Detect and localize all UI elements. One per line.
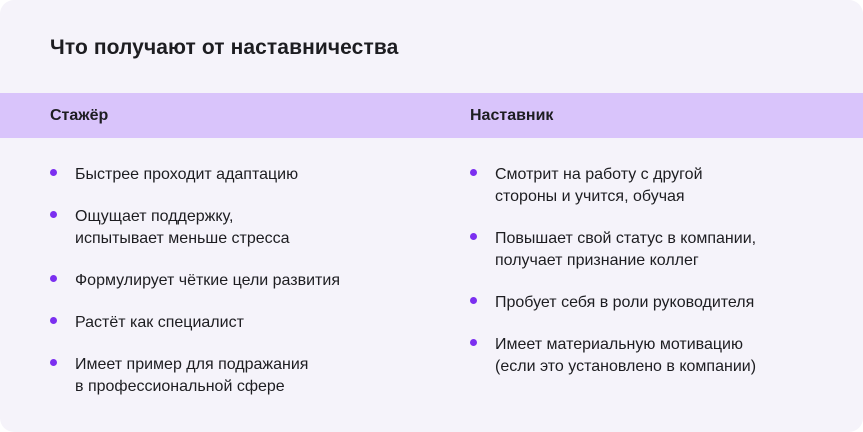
list-item [470,292,840,314]
column-header-band [0,93,863,138]
intern-column-heading: Стажёр [50,107,109,124]
list-item-text: (если это установлено в компании) [495,358,757,375]
list-item-text: Смотрит на работу с другой [495,166,703,183]
list-item [50,354,430,398]
bullet-dot-icon [470,339,477,346]
bullet-dot-icon [470,297,477,304]
mentor-column-heading: Наставник [470,107,554,124]
bullet-dot-icon [50,169,57,176]
bullet-dot-icon [470,233,477,240]
list-item-text: Пробует себя в роли руководителя [495,294,755,311]
bullet-dot-icon [470,169,477,176]
list-item-text: испытывает меньше стресса [75,230,290,247]
bullet-dot-icon [50,359,57,366]
list-item [50,164,430,186]
list-item [50,206,430,250]
list-item [470,334,840,378]
list-item-text: получает признание коллег [495,252,699,269]
list-item-text: Имеет материальную мотивацию [495,336,743,353]
list-item-text: Быстрее проходит адаптацию [75,166,299,183]
bullet-dot-icon [50,211,57,218]
bullet-dot-icon [50,275,57,282]
list-item-text: стороны и учится, обучая [495,188,685,205]
mentor-benefits-list [470,164,840,398]
bullet-dot-icon [50,317,57,324]
list-item [50,312,430,334]
list-item-text: Растёт как специалист [75,314,244,331]
list-item-text: Имеет пример для подражания [75,356,309,373]
page-title: Что получают от наставничества [50,36,399,59]
list-item-text: Формулирует чёткие цели развития [75,272,340,289]
list-item-text: Повышает свой статус в компании, [495,230,757,247]
list-item [470,228,840,272]
list-item [50,270,430,292]
list-item [470,164,840,208]
intern-benefits-list [50,164,430,418]
list-item-text: Ощущает поддержку, [75,208,234,225]
list-item-text: в профессиональной сфере [75,378,285,395]
